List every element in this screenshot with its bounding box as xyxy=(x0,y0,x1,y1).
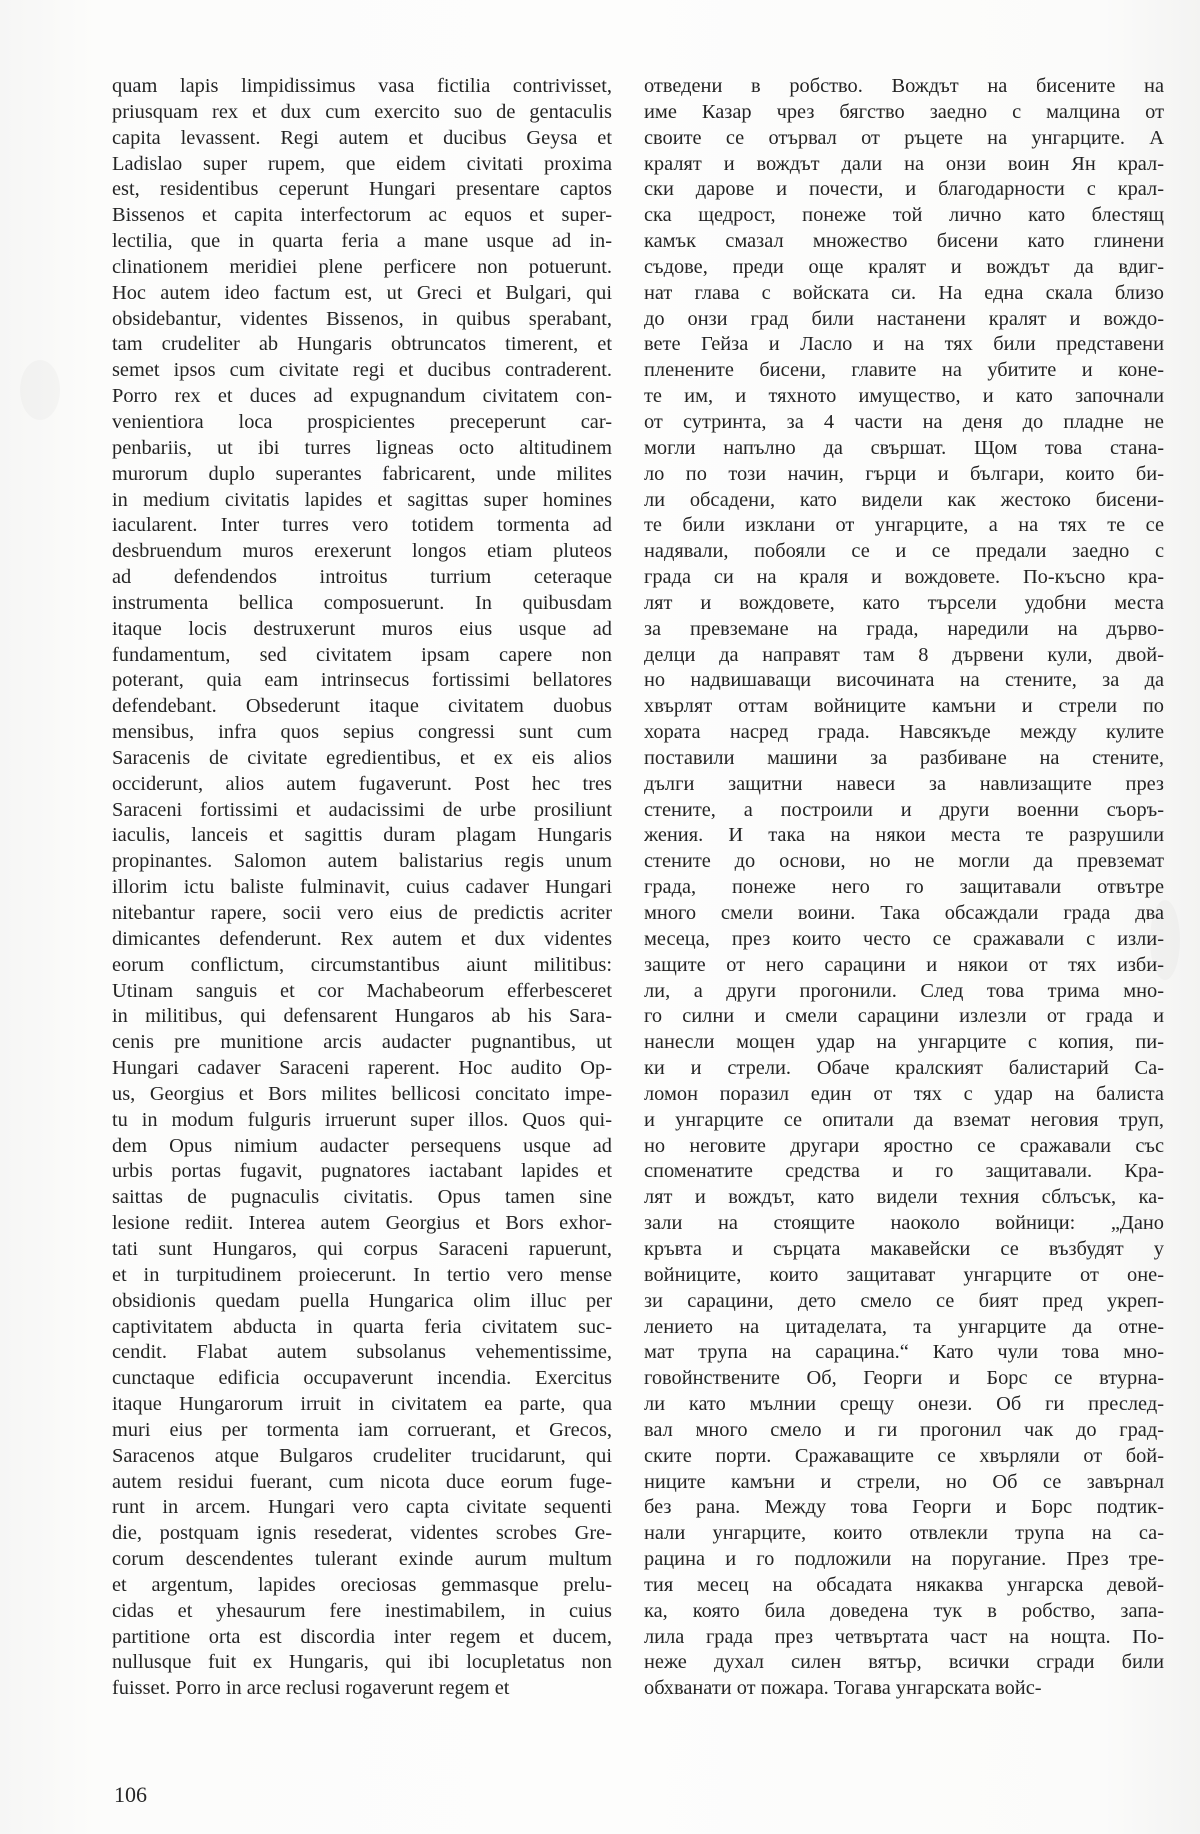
latin-text-column xyxy=(112,74,612,1702)
text-line: вете Гейза и Ласло и на тях били представени xyxy=(644,333,1164,356)
text-line: lesione rediit. Interea autem Georgius et Bors exhor- xyxy=(112,1212,612,1235)
text-line: говойнствените Об, Георги и Борс се втурна- xyxy=(644,1367,1164,1390)
text-line: надявали, побояли се и се предали заедно с xyxy=(644,540,1164,563)
text-line: corum descendentes tulerant exinde aurum multum xyxy=(112,1548,612,1571)
bulgarian-translation-column xyxy=(644,74,1164,1702)
text-line: но надвишаващи височината на стените, за да xyxy=(644,669,1164,692)
text-line: от сутринта, за 4 части на деня до пладне не xyxy=(644,410,1164,433)
text-line: cendit. Flabat autem subsolanus vehementissime, xyxy=(112,1341,612,1364)
text-line: in militibus, qui defensarent Hungaros ab his Sara- xyxy=(112,1005,612,1028)
text-line: защите от него сарацини и някои от тях изби- xyxy=(644,953,1164,976)
text-line: ло по този начин, гърци и българи, които би- xyxy=(644,462,1164,485)
text-line: cunctaque edificia occupaverunt incendia. Exercitus xyxy=(112,1367,612,1390)
text-line: зи сарацини, дето смело се бият пред укреп- xyxy=(644,1289,1164,1312)
text-line: лят и вождът, като видели техния сблъсък, ка- xyxy=(644,1186,1164,1209)
text-line: propinantes. Salomon autem balistarius regis unum xyxy=(112,850,612,873)
text-line: града си на краля и вождовете. По-късно кра- xyxy=(644,566,1164,589)
text-line: illorim ictu baliste fulminavit, cuius cadaver Hungari xyxy=(112,876,612,899)
text-line: urbis portas fugavit, pugnatores iactabant lapides et xyxy=(112,1160,612,1183)
text-line: ки и стрели. Обаче кралският балистарий Са- xyxy=(644,1057,1164,1080)
text-line: ска щедрост, понеже той лично като блестящ xyxy=(644,204,1164,227)
text-line: est, residentibus ceperunt Hungari presentare captos xyxy=(112,178,612,201)
text-line: instrumenta bellica composuerunt. In quibusdam xyxy=(112,591,612,614)
text-line: нанесли мощен удар на унгарците с копия, пи- xyxy=(644,1031,1164,1054)
text-line: desbruendum muros erexerunt longos etiam pluteos xyxy=(112,540,612,563)
text-line: die, postquam ignis resederat, videntes scrobes Gre- xyxy=(112,1522,612,1545)
text-line: ка, която била доведена тук в робство, запа- xyxy=(644,1599,1164,1622)
text-line: tam crudeliter ab Hungaris obtruncatos timerent, et xyxy=(112,333,612,356)
text-line: много смели воини. Така обсаждали града два xyxy=(644,902,1164,924)
text-line: без рана. Между това Георги и Борс подтик- xyxy=(644,1496,1164,1519)
text-line: partitione orta est discordia inter regem et ducem, xyxy=(112,1625,612,1648)
text-line: те им, и тяхното имущество, и като започнали xyxy=(644,385,1164,408)
text-line: жения. И така на някои места те разрушили xyxy=(644,824,1164,847)
text-line: за превземане на града, наредили на дърво- xyxy=(644,617,1164,640)
text-line: ски дарове и почести, и благодарности с крал- xyxy=(644,178,1164,201)
text-line: Saracenis de civitate egredientibus, et ex eis alios xyxy=(112,746,612,769)
text-line: tu in modum fulguris irruerunt super illos. Quos qui- xyxy=(112,1108,612,1131)
text-line: ли обсадени, като видели как жестоко бисени- xyxy=(644,488,1164,511)
text-line: лят и вождовете, като търсели удобни места xyxy=(644,591,1164,614)
text-line: penbariis, ut ibi turres ligneas octo altitudinem xyxy=(112,436,612,459)
text-line: Porro rex et duces ad expugnandum civitatem con- xyxy=(112,385,612,408)
text-line: Ladislao super rupem, que eidem civitati proxima xyxy=(112,152,612,175)
text-line: поставили машини за разбиване на стените, xyxy=(644,746,1164,769)
text-line: хората насред града. Навсякъде между кулите xyxy=(644,721,1164,744)
text-line: хвърлят оттам войниците камъни и стрели по xyxy=(644,695,1164,718)
text-line: priusquam rex et dux cum exercito suo de gentaculis xyxy=(112,100,612,123)
text-line: месеца, през които често се сражавали с изли- xyxy=(644,927,1164,950)
text-line: стените, а построили и други военни съоръ- xyxy=(644,798,1164,821)
text-line: Hungari cadaver Saraceni raperent. Hoc audito Op- xyxy=(112,1057,612,1080)
text-line: града, понеже него го защитавали отвътре xyxy=(644,876,1164,899)
text-line: iaculis, lanceis et sagittis duram plagam Hungaris xyxy=(112,824,612,847)
text-line: рацина и го подложили на поругание. През тре- xyxy=(644,1548,1164,1571)
text-line: Saraceni fortissimi et audacissimi de urbe prosiliunt xyxy=(112,798,612,821)
text-line: ad defendendos introitus turrium ceteraque xyxy=(112,566,612,589)
text-line: го силни и смели сарацини излезли от града и xyxy=(644,1005,1164,1028)
text-line: occiderunt, alios autem fugaverunt. Post hec tres xyxy=(112,772,612,795)
text-line: iacularent. Inter turres vero totidem tormenta ad xyxy=(112,514,612,537)
text-line: Saracenos atque Bulgaros crudeliter trucidarunt, qui xyxy=(112,1444,612,1467)
text-line: autem residui fuerant, cum nicota duce eorum fuge- xyxy=(112,1470,612,1493)
text-line: lectilia, que in quarta feria a mane usque ad in- xyxy=(112,230,612,253)
text-line: могли напълно да свършат. Щом това стана- xyxy=(644,436,1164,459)
text-line: runt in arcem. Hungari vero capta civitate sequenti xyxy=(112,1496,612,1519)
text-line: capita levassent. Regi autem et ducibus Geysa et xyxy=(112,126,612,149)
text-line: poterant, quia eam intrinsecus fortissimi bellatores xyxy=(112,669,612,692)
text-line: ли, а други прогонили. След това трима мно- xyxy=(644,979,1164,1002)
text-line: us, Georgius et Bors milites bellicosi concitato impe- xyxy=(112,1082,612,1105)
text-line: clinationem meridiei plene perficere non potuerunt. xyxy=(112,255,612,278)
page-number: 106 xyxy=(114,1782,147,1807)
text-line: и унгарците се опитали да вземат неговия труп, xyxy=(644,1108,1164,1131)
text-line: ниците камъни и стрели, но Об се завърнал xyxy=(644,1470,1164,1493)
text-line: obsidebantur, videntes Bissenos, in quibus sperabant, xyxy=(112,307,612,330)
text-line: стените до основи, но не могли да превземат xyxy=(644,850,1164,873)
text-line: обхванати от пожара. Тогава унгарската войс- xyxy=(644,1677,1042,1700)
text-line: dem Opus nimium audacter persequens usque ad xyxy=(112,1134,612,1157)
text-line: itaque Hungarorum irruit in civitatem ea parte, qua xyxy=(112,1393,612,1416)
text-line: тия месец на обсадата някаква унгарска девой- xyxy=(644,1573,1164,1596)
text-line: лила града през четвъртата част на нощта. По- xyxy=(644,1625,1164,1648)
text-line: fuisset. Porro in arce reclusi rogaverunt regem et xyxy=(112,1677,510,1700)
text-line: cidas et yhesaurum fere inestimabilem, in cuius xyxy=(112,1599,612,1622)
text-line: Bissenos et capita interfectorum ac equos et super- xyxy=(112,204,612,227)
text-line: muri eius per tormenta iam corruerant, et Grecos, xyxy=(112,1418,612,1441)
text-line: ските порти. Сражаващите се хвърляли от бой- xyxy=(644,1444,1164,1467)
text-line: но неговите другари яростно се сражавали със xyxy=(644,1134,1164,1157)
text-line: нали унгарците, които отвлекли трупа на са- xyxy=(644,1522,1164,1545)
text-line: tati sunt Hungaros, qui corpus Saraceni rapuerunt, xyxy=(112,1237,612,1260)
text-line: saittas de pugnaculis civitatis. Opus tamen sine xyxy=(112,1186,612,1209)
text-line: semet ipsos cum civitate regi et ducibus contraderent. xyxy=(112,359,612,382)
text-line: fundamentum, sed civitatem ipsam capere non xyxy=(112,643,612,666)
text-line: войниците, които защитават унгарците от оне- xyxy=(644,1263,1164,1286)
text-line: кралят и вождът дали на онзи воин Ян крал- xyxy=(644,152,1164,175)
text-line: murorum duplo superantes fabricarent, unde milites xyxy=(112,462,612,485)
text-line: itaque locis destruxerunt muros eius usque ad xyxy=(112,617,612,640)
text-line: in medium civitatis lapides et sagittas super homines xyxy=(112,488,612,511)
paper-stain xyxy=(20,360,60,420)
text-line: quam lapis limpidissimus vasa fictilia contrivisset, xyxy=(112,75,612,97)
text-line: Utinam sanguis et cor Machabeorum efferbesceret xyxy=(112,979,612,1002)
text-line: nullusque fuit ex Hungaris, qui ibi locupletatus non xyxy=(112,1651,612,1674)
text-line: зали на стоящите наоколо войници: „Дано xyxy=(644,1212,1164,1235)
text-line: mensibus, infra quos sepius congressi sunt cum xyxy=(112,721,612,744)
text-line: споменатите средства и го защитавали. Кра- xyxy=(644,1160,1164,1183)
text-line: своите се отървал от ръцете на унгарците. А xyxy=(644,126,1164,149)
text-line: eorum conflictum, circumstantibus aiunt militibus: xyxy=(112,953,612,976)
text-line: дълги защитни навеси за навлизащите през xyxy=(644,772,1164,795)
text-line: нат глава с войската си. На една скала близо xyxy=(644,281,1164,304)
text-line: кръвта и сърцата макавейски се възбудят у xyxy=(644,1237,1164,1260)
text-line: venientiora loca prospicientes preceperunt car- xyxy=(112,410,612,433)
text-line: et argentum, lapides oreciosas gemmasque prelu- xyxy=(112,1573,612,1596)
text-line: nitebantur rapere, socii vero eius de predictis acriter xyxy=(112,902,612,924)
text-line: лението на цитаделата, та унгарците да отне- xyxy=(644,1315,1164,1338)
text-line: et in turpitudinem proiecerunt. In tertio vero mense xyxy=(112,1263,612,1286)
text-line: ли като мълнии срещу онези. Об ги преслед- xyxy=(644,1393,1164,1416)
text-line: Hoc autem ideo factum est, ut Greci et Bulgari, qui xyxy=(112,281,612,304)
text-line: dimicantes defenderunt. Rex autem et dux videntes xyxy=(112,927,612,950)
text-line: отведени в робство. Вождът на бисените на xyxy=(644,75,1164,97)
text-line: име Казар чрез бягство заедно с малцина от xyxy=(644,100,1164,123)
text-line: captivitatem abducta in quarta feria civitatem suc- xyxy=(112,1315,612,1338)
text-line: вал много смело и ги прогонил чак до град- xyxy=(644,1418,1164,1441)
text-line: defendebant. Obsederunt itaque civitatem duobus xyxy=(112,695,612,718)
text-line: камък смазал множество бисени като глинени xyxy=(644,230,1164,253)
text-line: ломон поразил един от тях с удар на балиста xyxy=(644,1082,1164,1105)
text-line: cenis pre munitione arcis audacter pugnantibus, ut xyxy=(112,1031,612,1054)
text-line: до онзи град били настанени кралят и вождо- xyxy=(644,307,1164,330)
text-line: мат трупа на сарацина.“ Като чули това мно- xyxy=(644,1341,1164,1364)
text-line: неже духал силен вятър, всички сгради били xyxy=(644,1651,1164,1674)
text-line: делци да направят там 8 дървени кули, двой- xyxy=(644,643,1164,666)
text-line: те били изклани от унгарците, а на тях те се xyxy=(644,514,1164,537)
text-line: obsidionis quedam puella Hungarica olim illuc per xyxy=(112,1289,612,1312)
text-line: пленените бисени, главите на убитите и коне- xyxy=(644,359,1164,382)
text-line: съдове, преди още кралят и вождът да вдиг- xyxy=(644,255,1164,278)
